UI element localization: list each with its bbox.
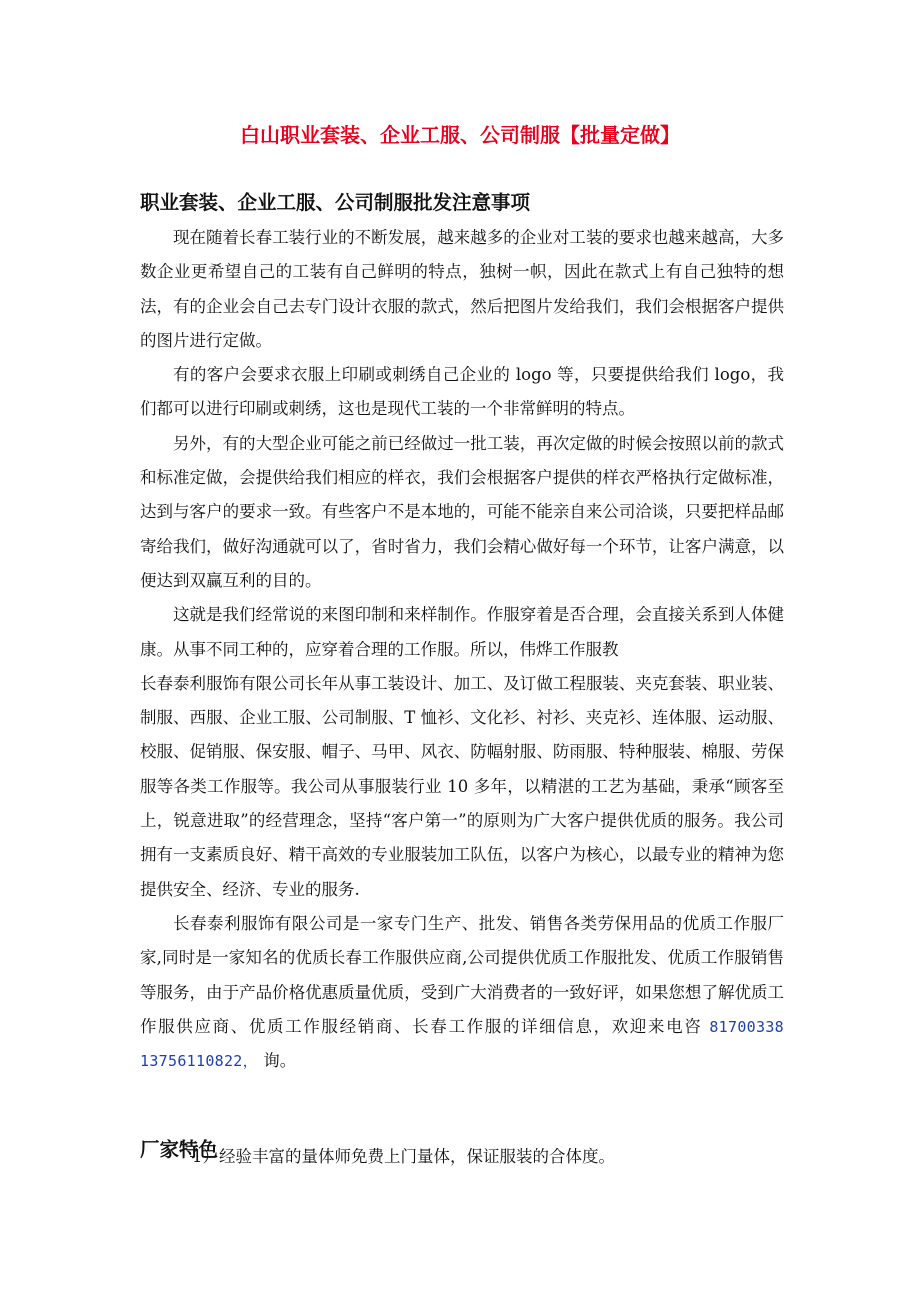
section-heading-features: 厂家特色 (140, 1138, 219, 1161)
paragraph-health: 这就是我们经常说的来图印制和来样制作。作服穿着是否合理，会直接关系到人体健康。从事不同工种的，应穿着合理的工作服。所以，伟烨工作服教 (140, 605, 784, 659)
paragraph-contact (140, 907, 784, 1078)
section-heading-notes: 职业套装、企业工服、公司制服批发注意事项 (140, 191, 531, 214)
body-text (140, 221, 784, 1078)
contact-text: 长春泰利服饰有限公司是一家专门生产、批发、销售各类劳保用品的优质工作服厂家,同时是一家知名的优质长春工作服供应商,公司提供优质工作服批发、优质工作服销售等服务，由于产品价格优惠质量优质，受到广大消费者的一致好评，如果您想了解优质工作服供应商、优质工作服经销商、长春工作服的详细信息，欢迎来电咨 (140, 913, 784, 1036)
paragraph-sample-clothing: 另外，有的大型企业可能之前已经做过一批工装，再次定做的时候会按照以前的款式和标准定做，会提供给我们相应的样衣，我们会根据客户提供的样衣严格执行定做标准，达到与客户的要求一致。有些客户不是本地的，可能不能亲自来公司洽谈，只要把样品邮寄给我们，做好沟通就可以了，省时省力，我们会精心做好每一个环节，让客户满意，以便达到双赢互利的目的。 (140, 433, 784, 590)
paragraph-company-intro: 长春泰利服饰有限公司长年从事工装设计、加工、及订做工程服装、夹克套装、职业装、制服、西服、企业工服、公司制服、T 恤衫、文化衫、衬衫、夹克衫、连体服、运动服、校服、促销服、保安服、帽子、马甲、风衣、防幅射服、防雨服、特种服装、棉服、劳保服等各类工作服等。我公司从事服装行业 10 多年，以精湛的工艺为基础，秉承“顾客至上，锐意进取”的经营理念，坚持“客户第一”的原则为广大客户提供优质的服务。我公司拥有一支素质良好、精干高效的专业服装加工队伍，以客户为核心，以最专业的精神为您提供安全、经济、专业的服务. (140, 673, 784, 899)
paragraph-logo-printing: 有的客户会要求衣服上印刷或刺绣自己企业的 logo 等，只要提供给我们 logo，我们都可以进行印刷或刺绣，这也是现代工装的一个非常鲜明的特点。 (140, 365, 784, 419)
page-title: 白山职业套装、企业工服、公司制服【批量定做】 (240, 123, 680, 147)
phone-numbers: 81700338 13756110822， (140, 1017, 784, 1071)
paragraph-custom-design: 现在随着长春工装行业的不断发展，越来越多的企业对工装的要求也越来越高，大多数企业更希望自己的工装有自己鲜明的特点，独树一帜，因此在款式上有自己独特的想法，有的企业会自己去专门设计衣服的款式，然后把图片发给我们，我们会根据客户提供的图片进行定做。 (140, 228, 784, 350)
contact-suffix: 询。 (263, 1051, 297, 1071)
feature-item: 1）经验丰富的量体师免费上门量体，保证服装的合体度。 (192, 1147, 615, 1166)
